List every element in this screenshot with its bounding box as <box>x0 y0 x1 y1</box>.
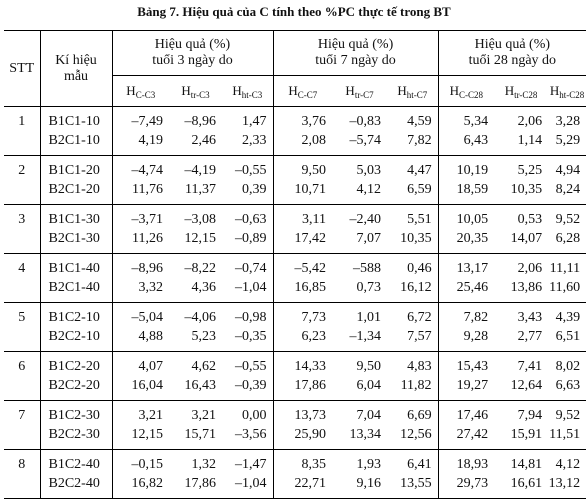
column-header-main: H <box>288 82 298 98</box>
value-cell: 4,12 <box>332 180 387 205</box>
column-header-main: H <box>126 82 136 98</box>
value-cell: 4,88 <box>112 327 169 352</box>
value-cell: 11,76 <box>112 180 169 205</box>
value-cell: 7,73 <box>273 303 332 328</box>
value-cell: 6,59 <box>387 180 438 205</box>
stt-cell: 3 <box>4 205 40 254</box>
value-cell: 2,08 <box>273 131 332 156</box>
stt-cell: 6 <box>4 352 40 401</box>
table-row <box>4 107 586 132</box>
stt-cell: 8 <box>4 450 40 499</box>
value-cell: 12,56 <box>387 425 438 450</box>
group-subtitle: tuổi 3 ngày do <box>152 53 233 68</box>
sample-code-cell: B2C1-40 <box>40 278 112 303</box>
value-cell: 6,04 <box>332 376 387 401</box>
value-cell: 0,39 <box>222 180 273 205</box>
value-cell: –0,55 <box>235 163 267 178</box>
group-subtitle: tuổi 7 ngày do <box>315 53 396 68</box>
column-header <box>438 76 494 107</box>
value-cell: 4,62 <box>191 359 216 374</box>
group-header-7-days <box>273 31 438 76</box>
table-row <box>4 474 586 499</box>
value-cell: 0,46 <box>407 261 432 276</box>
value-cell: –3,08 <box>184 212 216 227</box>
column-header-sub: C-C28 <box>459 89 484 100</box>
value-cell: 7,94 <box>517 408 543 423</box>
sample-code-cell: B1C1-30 <box>40 205 112 230</box>
value-cell: 5,51 <box>407 212 432 227</box>
value-cell: 0,73 <box>332 278 387 303</box>
column-header-sub: C-C3 <box>135 89 156 100</box>
value-cell: 6,23 <box>273 327 332 352</box>
value-cell: –588 <box>353 261 382 276</box>
sample-code-cell: B1C1-40 <box>40 254 112 279</box>
sample-code-cell: B2C1-30 <box>40 229 112 254</box>
column-header-main: H <box>397 82 407 98</box>
sample-code-cell: B1C2-30 <box>40 401 112 426</box>
sample-code-cell: B2C1-20 <box>40 180 112 205</box>
value-cell: 0,00 <box>242 408 267 423</box>
value-cell: 6,51 <box>548 327 586 352</box>
value-cell: 18,93 <box>438 450 494 475</box>
value-cell: 18,59 <box>438 180 494 205</box>
value-cell: 5,25 <box>517 163 543 178</box>
value-cell: 4,39 <box>555 310 581 325</box>
value-cell: 4,12 <box>555 457 581 472</box>
value-cell: –5,74 <box>332 131 387 156</box>
group-subtitle: tuổi 28 ngày do <box>468 53 557 68</box>
column-header <box>112 76 169 107</box>
column-header-sub: ht-C3 <box>241 89 263 100</box>
value-cell: 29,73 <box>438 474 494 499</box>
value-cell: 2,46 <box>169 131 222 156</box>
value-cell: 15,71 <box>169 425 222 450</box>
value-cell: 4,83 <box>407 359 432 374</box>
value-cell: 9,52 <box>555 212 581 227</box>
stt-cell: 2 <box>4 156 40 205</box>
sample-code-header <box>40 31 112 107</box>
table-row <box>4 376 586 401</box>
stt-cell: 1 <box>4 107 40 156</box>
value-cell: 13,55 <box>387 474 438 499</box>
value-cell: 4,94 <box>555 163 581 178</box>
value-cell: 9,50 <box>273 156 332 181</box>
value-cell: 16,61 <box>494 474 548 499</box>
column-header-sub: C-C7 <box>297 89 318 100</box>
value-cell: 15,91 <box>494 425 548 450</box>
table-row <box>4 180 586 205</box>
value-cell: 1,14 <box>494 131 548 156</box>
value-cell: 3,76 <box>273 107 332 132</box>
group-title: Hiệu quả (%) <box>154 37 231 52</box>
value-cell: 9,52 <box>555 408 581 423</box>
value-cell: 4,07 <box>112 352 169 377</box>
value-cell: 17,42 <box>273 229 332 254</box>
value-cell: 10,05 <box>438 205 494 230</box>
table-row <box>4 425 586 450</box>
value-cell: 4,47 <box>407 163 432 178</box>
value-cell: 5,03 <box>356 163 382 178</box>
value-cell: 25,46 <box>438 278 494 303</box>
sample-code-cell: B1C1-20 <box>40 156 112 181</box>
column-header <box>387 76 438 107</box>
value-cell: 7,41 <box>517 359 543 374</box>
value-cell: 3,32 <box>112 278 169 303</box>
value-cell: 27,42 <box>438 425 494 450</box>
value-cell: 16,82 <box>112 474 169 499</box>
column-header-main: H <box>449 82 459 98</box>
value-cell: 7,82 <box>438 303 494 328</box>
value-cell: –4,74 <box>112 156 169 181</box>
value-cell: –2,40 <box>349 212 382 227</box>
value-cell: 16,85 <box>273 278 332 303</box>
table-row <box>4 254 586 279</box>
value-cell: 12,15 <box>112 425 169 450</box>
value-cell: –0,39 <box>222 376 273 401</box>
value-cell: 11,11 <box>549 261 581 276</box>
sample-code-cell: B2C1-10 <box>40 131 112 156</box>
sample-code-cell: B2C2-40 <box>40 474 112 499</box>
stt-cell: 5 <box>4 303 40 352</box>
sample-code-header-line2: mẫu <box>63 68 89 84</box>
table-row <box>4 205 586 230</box>
stt-header: STT <box>4 31 40 107</box>
table-row <box>4 229 586 254</box>
value-cell: 13,17 <box>438 254 494 279</box>
value-cell: –0,83 <box>349 114 382 129</box>
value-cell: –0,35 <box>222 327 273 352</box>
sample-code-header-line1: Kí hiệu <box>55 52 97 68</box>
sample-code-cell: B1C2-40 <box>40 450 112 475</box>
value-cell: 12,15 <box>169 229 222 254</box>
value-cell: 11,60 <box>548 278 586 303</box>
value-cell: –0,89 <box>222 229 273 254</box>
value-cell: 10,71 <box>273 180 332 205</box>
value-cell: 10,35 <box>494 180 548 205</box>
value-cell: –4,06 <box>184 310 216 325</box>
value-cell: 15,43 <box>438 352 494 377</box>
value-cell: 14,07 <box>494 229 548 254</box>
value-cell: –1,47 <box>235 457 267 472</box>
sample-code-cell: B1C2-20 <box>40 352 112 377</box>
value-cell: –1,04 <box>222 474 273 499</box>
table-row <box>4 327 586 352</box>
column-header <box>332 76 387 107</box>
column-header <box>548 76 586 107</box>
table-body <box>4 107 586 499</box>
value-cell: 17,86 <box>169 474 222 499</box>
value-cell: 2,77 <box>494 327 548 352</box>
sample-code-cell: B1C1-10 <box>40 107 112 132</box>
value-cell: 1,47 <box>242 114 267 129</box>
value-cell: 7,57 <box>387 327 438 352</box>
table-row <box>4 401 586 426</box>
value-cell: 1,01 <box>356 310 382 325</box>
column-header <box>222 76 273 107</box>
value-cell: 5,29 <box>548 131 586 156</box>
value-cell: 3,43 <box>517 310 543 325</box>
table-row <box>4 303 586 328</box>
value-cell: 25,90 <box>273 425 332 450</box>
value-cell: 16,43 <box>169 376 222 401</box>
value-cell: 8,35 <box>273 450 332 475</box>
value-cell: 17,46 <box>438 401 494 426</box>
value-cell: 10,19 <box>438 156 494 181</box>
table-row <box>4 131 586 156</box>
column-header-sub: ht-C7 <box>406 89 428 100</box>
value-cell: 12,64 <box>494 376 548 401</box>
column-header-main: H <box>181 82 191 98</box>
value-cell: –0,63 <box>235 212 267 227</box>
value-cell: –4,19 <box>184 163 216 178</box>
value-cell: –8,96 <box>112 254 169 279</box>
value-cell: 11,82 <box>387 376 438 401</box>
value-cell: –0,55 <box>235 359 267 374</box>
column-header <box>494 76 548 107</box>
stt-cell: 7 <box>4 401 40 450</box>
column-header <box>273 76 332 107</box>
value-cell: –5,04 <box>112 303 169 328</box>
table-row <box>4 278 586 303</box>
value-cell: 5,34 <box>438 107 494 132</box>
value-cell: –0,74 <box>235 261 267 276</box>
value-cell: 6,69 <box>407 408 432 423</box>
group-title: Hiệu quả (%) <box>317 37 394 52</box>
value-cell: 11,37 <box>169 180 222 205</box>
sample-code-cell: B2C2-20 <box>40 376 112 401</box>
value-cell: 13,34 <box>332 425 387 450</box>
efficiency-table <box>4 30 586 499</box>
sample-code-cell: B1C2-10 <box>40 303 112 328</box>
value-cell: 11,26 <box>112 229 169 254</box>
group-title: Hiệu quả (%) <box>474 37 551 52</box>
value-cell: 9,50 <box>356 359 382 374</box>
value-cell: 2,33 <box>222 131 273 156</box>
sample-code-cell: B2C2-30 <box>40 425 112 450</box>
value-cell: –3,71 <box>112 205 169 230</box>
value-cell: –8,22 <box>184 261 216 276</box>
table-caption: Bảng 7. Hiệu quả của C tính theo %PC thực tế trong BT <box>137 4 451 19</box>
table-row <box>4 352 586 377</box>
column-header-sub: tr-C7 <box>354 89 374 100</box>
value-cell: 7,04 <box>356 408 382 423</box>
value-cell: 2,06 <box>517 261 543 276</box>
value-cell: 7,07 <box>332 229 387 254</box>
value-cell: 3,21 <box>191 408 216 423</box>
value-cell: 16,04 <box>112 376 169 401</box>
value-cell: 8,02 <box>555 359 581 374</box>
column-header-sub: tr-C28 <box>514 89 538 100</box>
column-header-sub: tr-C3 <box>190 89 210 100</box>
value-cell: 6,28 <box>548 229 586 254</box>
value-cell: 3,21 <box>112 401 169 426</box>
column-header-main: H <box>504 82 515 98</box>
value-cell: –0,98 <box>235 310 267 325</box>
column-header-main: H <box>549 82 560 98</box>
value-cell: 6,72 <box>407 310 432 325</box>
value-cell: 10,35 <box>387 229 438 254</box>
value-cell: 9,16 <box>332 474 387 499</box>
value-cell: 8,24 <box>548 180 586 205</box>
value-cell: 16,12 <box>387 278 438 303</box>
value-cell: 20,35 <box>438 229 494 254</box>
value-cell: 4,36 <box>169 278 222 303</box>
value-cell: 4,19 <box>112 131 169 156</box>
value-cell: 9,28 <box>438 327 494 352</box>
value-cell: 1,32 <box>191 457 216 472</box>
value-cell: 1,93 <box>356 457 382 472</box>
value-cell: 13,73 <box>273 401 332 426</box>
table-row <box>4 450 586 475</box>
value-cell: 2,06 <box>517 114 543 129</box>
value-cell: –1,34 <box>332 327 387 352</box>
value-cell: 3,11 <box>273 205 332 230</box>
group-header-3-days <box>112 31 273 76</box>
value-cell: 6,41 <box>407 457 432 472</box>
value-cell: –3,56 <box>222 425 273 450</box>
value-cell: –7,49 <box>112 107 169 132</box>
value-cell: 19,27 <box>438 376 494 401</box>
table-header <box>4 31 586 107</box>
value-cell: 13,86 <box>494 278 548 303</box>
value-cell: 3,28 <box>555 114 581 129</box>
value-cell: 0,53 <box>517 212 543 227</box>
value-cell: 17,86 <box>273 376 332 401</box>
value-cell: 14,81 <box>510 457 543 472</box>
value-cell: 5,23 <box>169 327 222 352</box>
value-cell: 4,59 <box>407 114 432 129</box>
column-header-sub: ht-C28 <box>559 89 585 100</box>
value-cell: –5,42 <box>273 254 332 279</box>
column-header <box>169 76 222 107</box>
table-row <box>4 156 586 181</box>
value-cell: 7,82 <box>387 131 438 156</box>
value-cell: 6,63 <box>548 376 586 401</box>
stt-cell: 4 <box>4 254 40 303</box>
value-cell: 14,33 <box>273 352 332 377</box>
value-cell: 6,43 <box>438 131 494 156</box>
value-cell: –0,15 <box>112 450 169 475</box>
column-header-main: H <box>345 82 355 98</box>
value-cell: 22,71 <box>273 474 332 499</box>
column-header-main: H <box>232 82 242 98</box>
sample-code-cell: B2C2-10 <box>40 327 112 352</box>
value-cell: –8,96 <box>184 114 216 129</box>
group-header-28-days <box>438 31 586 76</box>
value-cell: 11,51 <box>548 425 586 450</box>
value-cell: 13,12 <box>548 474 586 499</box>
value-cell: –1,04 <box>222 278 273 303</box>
